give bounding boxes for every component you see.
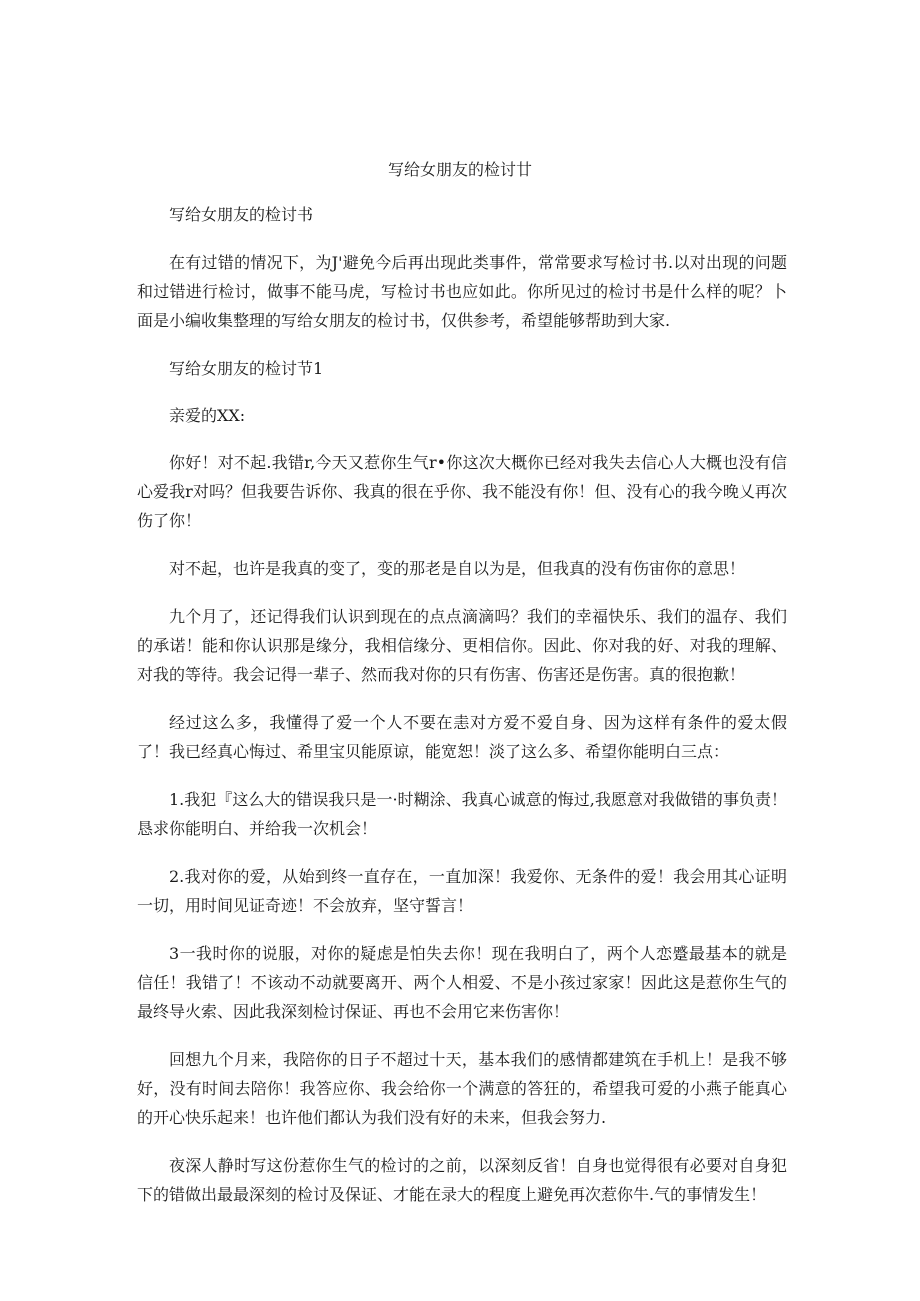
body-paragraph-2: 对不起，也许是我真的变了，变的那老是自以为是，但我真的没有伤宙你的意思！ bbox=[169, 559, 746, 578]
intro-paragraph: 在有过错的情况下，为J'避免今后再出现此类事件，常常要求写检讨书.以对出现的问题和过错进行检讨，做事不能马虎，写检讨书也应如此。你所见过的检讨书是什么样的呢？卜面是小编收集整理的写给女朋友的检讨书，仅供参考，希望能够帮助到大家. bbox=[137, 253, 787, 330]
body-paragraph-6: 夜深人静时写这份惹你生气的检讨的之前，以深刻反省！自身也觉得很有必要对自身犯下的错做出最最深刻的检讨及保证、才能在录大的程度上避免再次惹你牛.气的事情发生！ bbox=[137, 1156, 787, 1204]
body-paragraph-1: 你好！对不起.我错r,今天又惹你生气r•你这次大概你已经对我失去信心人大概也没有信心爱我r对吗？但我要告诉你、我真的很在乎你、我不能没有你！但、没有心的我今晚乂再次伤了你！ bbox=[137, 453, 787, 530]
section-heading: 写给女朋友的检讨节1 bbox=[169, 359, 324, 378]
body-paragraph-4: 经过这么多，我懂得了爱一个人不要在恚对方爱不爱自身、因为这样有条件的爱太假了！我已经真心悔过、希里宝贝能原谅，能宽恕！淡了这么多、希望你能明白三点： bbox=[137, 713, 787, 761]
document-title: 写给女朋友的检讨廿 bbox=[387, 160, 532, 179]
point-3: 3一我时你的说服，对你的疑虑是怕失去你！现在我明白了，两个人恋蹙最基本的就是信任！我错了！不该动不动就要离开、两个人相爱、不是小孩过家家！因此这是惹你生气的最终导火索、因此我深刻检讨保证、再也不会用它来伤害你！ bbox=[137, 944, 787, 1021]
subtitle: 写给女朋友的检讨书 bbox=[169, 205, 314, 224]
body-paragraph-5: 回想九个月来，我陪你的日子不超过十天，基本我们的感情都建筑在手机上！是我不够好，没有时间去陪你！我答应你、我会给你一个满意的答狂的，希望我可爱的小燕子能真心的开心快乐起来！也许他们都认为我们没有好的未来，但我会努力. bbox=[137, 1050, 787, 1127]
document-body bbox=[137, 200, 787, 1228]
body-paragraph-3: 九个月了，还记得我们认识到现在的点点滴滴吗？我们的幸福快乐、我们的温存、我们的承诺！能和你认识那是缘分，我相信缘分、更相信你。因此、你对我的好、对我的理解、对我的等待。我会记得一辈子、然而我对你的只有伤害、伤害还是伤害。真的很抱歉！ bbox=[137, 607, 787, 684]
point-2: 2.我对你的爱，从始到终一直存在，一直加深！我爱你、无条件的爱！我会用其心证明一切，用时间见证奇迹！不会放弃，坚守誓言！ bbox=[137, 867, 787, 915]
salutation: 亲爱的XX: bbox=[169, 406, 246, 425]
point-1: 1.我犯『这么大的错误我只是一·时糊涂、我真心诚意的悔过,我愿意对我做错的事负责！恳求你能明白、并给我一次机会！ bbox=[137, 790, 787, 838]
